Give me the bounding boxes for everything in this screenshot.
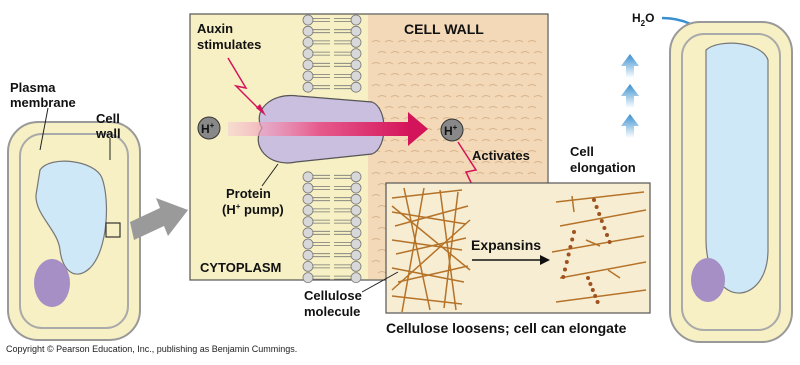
cell-wall-label-line1: Cell xyxy=(96,111,120,126)
cellulose-label-line1: Cellulose xyxy=(304,288,362,303)
expansin-dot xyxy=(605,233,609,237)
cytoplasm-label: CYTOPLASM xyxy=(200,260,282,275)
lipid-head xyxy=(351,194,361,204)
lipid-head xyxy=(303,82,313,92)
left-nucleus xyxy=(34,259,70,307)
plasma-membrane-label-line1: Plasma xyxy=(10,80,56,95)
lipid-head xyxy=(351,205,361,215)
lipid-head xyxy=(303,172,313,182)
h2o-label: $H_2O$ xyxy=(632,11,655,28)
lipid-head xyxy=(351,239,361,249)
expansin-dot xyxy=(586,276,590,280)
elongation-arrows xyxy=(621,54,639,138)
lipid-head xyxy=(351,26,361,36)
expansin-dot xyxy=(602,226,606,230)
lipid-head xyxy=(303,250,313,260)
lipid-head xyxy=(303,261,313,271)
lipid-head xyxy=(351,183,361,193)
elongation-arrow-1 xyxy=(621,54,639,78)
cell-elongation-label-line1: Cell xyxy=(570,144,594,159)
expansin-dot xyxy=(591,288,595,292)
lipid-head xyxy=(303,194,313,204)
expansin-dot xyxy=(588,282,592,286)
h-ion-label-left: H+ xyxy=(201,121,215,136)
right-nucleus xyxy=(691,258,725,302)
cellulose-loosens-caption: Cellulose loosens; cell can elongate xyxy=(386,320,627,336)
expansin-dot xyxy=(565,260,569,264)
expansin-dot xyxy=(597,212,601,216)
lipid-head xyxy=(351,60,361,70)
auxin-label-line2: stimulates xyxy=(197,37,262,52)
right-vacuole xyxy=(706,43,768,293)
expansin-dot xyxy=(567,253,571,257)
lipid-head xyxy=(303,37,313,47)
lipid-head xyxy=(303,273,313,283)
lipid-head xyxy=(351,15,361,25)
lipid-head xyxy=(351,273,361,283)
cellulose-label-line2: molecule xyxy=(304,304,361,319)
lipid-head xyxy=(303,60,313,70)
activates-label: Activates xyxy=(472,148,530,163)
lipid-head xyxy=(303,49,313,59)
lipid-head xyxy=(303,205,313,215)
lipid-head xyxy=(351,250,361,260)
lipid-head xyxy=(303,71,313,81)
lipid-head xyxy=(351,261,361,271)
lipid-head xyxy=(351,172,361,182)
cell-elongation-label-line2: elongation xyxy=(570,160,636,175)
lipid-head xyxy=(351,71,361,81)
expansin-dot xyxy=(561,275,565,279)
lipid-head xyxy=(303,239,313,249)
expansins-label: Expansins xyxy=(471,237,542,253)
protein-label-line1: Protein xyxy=(226,186,271,201)
plasma-membrane-label-line2: membrane xyxy=(10,95,76,110)
protein-label-line2: (H+ pump) xyxy=(222,202,284,217)
expansin-dot xyxy=(593,294,597,298)
lipid-head xyxy=(303,228,313,238)
expansin-dot xyxy=(568,245,572,249)
lipid-head xyxy=(303,15,313,25)
copyright-text: Copyright © Pearson Education, Inc., publishing as Benjamin Cummings. xyxy=(6,344,298,354)
cell-wall-title: CELL WALL xyxy=(404,21,484,37)
auxin-label-line1: Auxin xyxy=(197,21,234,36)
expansin-dot xyxy=(596,300,600,304)
lipid-head xyxy=(303,217,313,227)
lipid-head xyxy=(303,183,313,193)
cell-wall-label-line2: wall xyxy=(96,126,121,141)
lipid-head xyxy=(303,26,313,36)
lipid-head xyxy=(351,217,361,227)
expansin-dot xyxy=(570,238,574,242)
right-cell xyxy=(670,22,792,342)
lipid-head xyxy=(351,37,361,47)
left-cell xyxy=(8,108,140,340)
expansin-dot xyxy=(592,198,596,202)
expansin-dot xyxy=(563,268,567,272)
expansin-dot xyxy=(600,219,604,223)
lipid-head xyxy=(351,82,361,92)
elongation-arrow-3 xyxy=(621,114,639,138)
proton-channel xyxy=(228,122,410,136)
expansin-dot xyxy=(608,240,612,244)
elongation-arrow-2 xyxy=(621,84,639,108)
h-ion-label-right: H+ xyxy=(444,123,458,138)
lipid-head xyxy=(351,228,361,238)
expansin-dot xyxy=(595,205,599,209)
expansin-dot xyxy=(572,230,576,234)
lipid-head xyxy=(351,49,361,59)
